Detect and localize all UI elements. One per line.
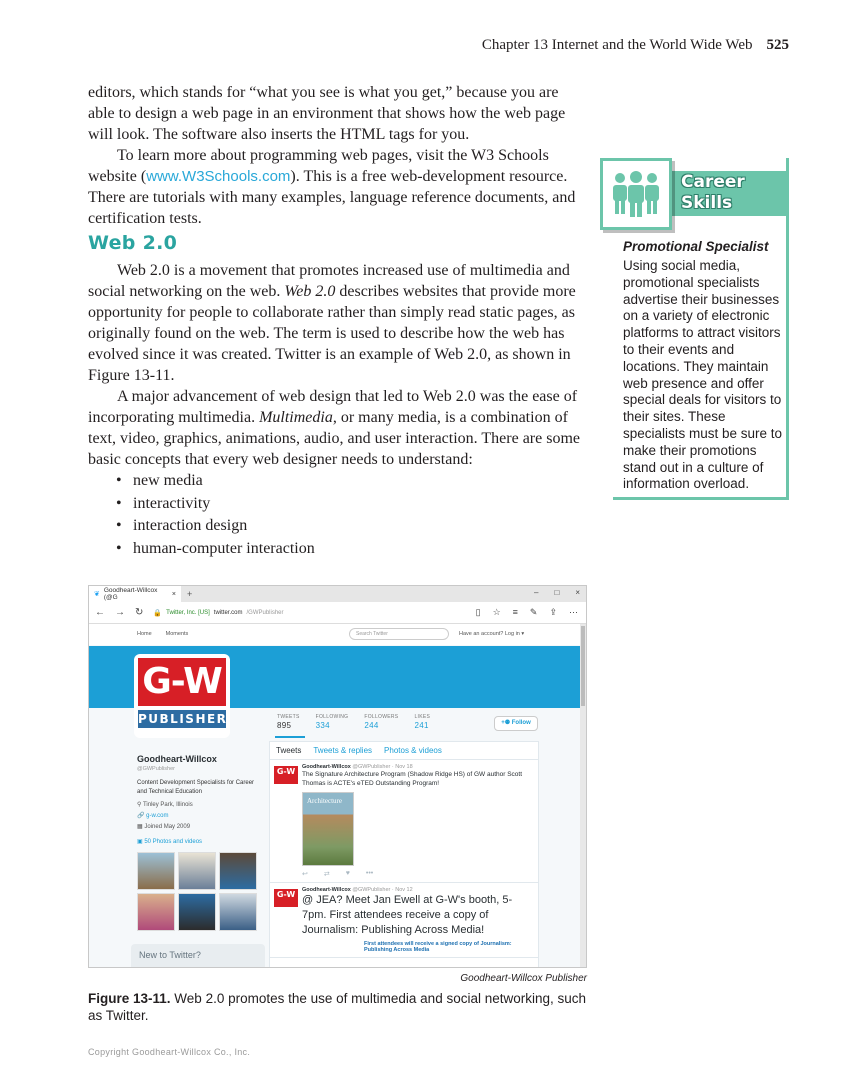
photo-grid: [137, 852, 259, 931]
follow-button[interactable]: +⚉ Follow: [494, 716, 538, 731]
figure-caption-text: Web 2.0 promotes the use of multimedia and social networking, such as Twitter.: [88, 991, 587, 1023]
photo-thumb[interactable]: [219, 852, 257, 890]
browser-tab[interactable]: [89, 586, 181, 602]
photo-thumb[interactable]: [137, 893, 175, 931]
browser-toolbar: [476, 607, 578, 618]
profile-card: [137, 754, 257, 847]
title-line-2: Skills: [681, 193, 733, 213]
stat-label: LIKES: [414, 714, 431, 720]
tweet-author[interactable]: Goodheart-Willcox: [302, 887, 351, 893]
profile-avatar[interactable]: [134, 654, 230, 738]
p2-after: ). This is a free web-development resource. There are tutorials with many examples, language reference documents, and certification tests.: [88, 168, 576, 227]
stat-label: FOLLOWING: [315, 714, 349, 720]
list-item: • new media: [116, 470, 588, 493]
tweet-promo-image-text: First attendees will receive a signed copy of Journalism: Publishing Across Media: [364, 941, 512, 953]
tweet-feed: [269, 741, 539, 968]
login-link[interactable]: Have an account? Log in ▾: [459, 631, 525, 637]
intro-text: [88, 82, 588, 229]
career-subtitle: Promotional Specialist: [623, 239, 769, 254]
like-icon[interactable]: ♥: [345, 870, 350, 877]
w3schools-link[interactable]: www.W3Schools.com: [146, 168, 291, 185]
list-item: • human-computer interaction: [116, 538, 588, 561]
stat-label: FOLLOWERS: [364, 714, 399, 720]
p3-b: describes websites that provide more opportunity for people to collaborate rather than simply read static pages, as originally found on the web. The term is used to describe how the web has evolved since it was created. Twitter is an example of Web 2.0, as shown in Figure 13-11.: [88, 283, 576, 384]
profile-joined: Joined May 2009: [144, 824, 191, 830]
refresh-icon[interactable]: ↻: [135, 607, 144, 618]
url-field[interactable]: [153, 609, 283, 617]
tab-title: Goodheart-Willcox (@G: [103, 587, 158, 601]
close-window-icon[interactable]: ×: [575, 588, 580, 597]
page-number: 525: [766, 37, 789, 53]
share-icon[interactable]: ⇪: [549, 607, 557, 617]
list-item: • interactivity: [116, 493, 588, 516]
twitter-topbar: [89, 624, 586, 645]
camera-icon: ▣: [137, 839, 145, 845]
twitter-nav: [137, 631, 188, 637]
book-title: Architecture: [307, 797, 342, 805]
stat-label: TWEETS: [277, 714, 300, 720]
stat-value: 241: [414, 721, 429, 730]
note-icon[interactable]: ✎: [529, 607, 538, 617]
title-line-1: Career: [681, 172, 745, 192]
nav-moments[interactable]: Moments: [165, 631, 189, 637]
more-icon[interactable]: ⋯: [569, 607, 578, 617]
people-group-icon: [600, 158, 672, 230]
twitter-bird-icon: ❦: [94, 591, 100, 598]
photo-thumb[interactable]: [137, 852, 175, 890]
running-header: [482, 37, 789, 54]
stat-followers[interactable]: [364, 714, 398, 730]
profile-bio: Content Development Specialists for Career and Technical Education: [137, 780, 255, 795]
paragraph-web20: [88, 260, 588, 386]
tweet-meta: @GWPublisher · Nov 12: [352, 887, 413, 893]
forward-icon[interactable]: →: [115, 607, 125, 618]
concept-list: [116, 470, 588, 560]
career-description: Using social media, promotional specialists advertise their businesses on a variety of electronic platforms to attract visitors to their events and locations. They maintain web presence and offer special deals for visitors to their sites. These specialists must be sure to make their promotions stand out in a culture of information overload.: [623, 258, 783, 492]
reading-view-icon[interactable]: ▯: [475, 607, 481, 617]
maximize-icon[interactable]: □: [554, 588, 560, 597]
career-skills-title: [681, 172, 745, 214]
profile-location: Tinley Park, Illinois: [142, 802, 193, 808]
gw-logo-mark: G-W: [138, 658, 226, 706]
profile-name: Goodheart-Willcox: [137, 754, 217, 764]
paragraph-wysiwyg: editors, which stands for “what you see is what you get,” because you are able to design a web page in an environment that shows how the web page will look. The software also inserts the HTML tags for you.: [88, 84, 566, 143]
tab-tweets-replies[interactable]: Tweets & replies: [313, 746, 373, 755]
p3-a: Web 2.0 is a movement that promotes increased use of multimedia and social networking on the web.: [88, 262, 570, 300]
stat-likes[interactable]: [414, 714, 430, 730]
profile-stats: [277, 714, 430, 730]
minimize-icon[interactable]: –: [534, 588, 539, 597]
tweet-avatar[interactable]: G-W: [274, 766, 298, 784]
nav-home[interactable]: Home: [137, 631, 152, 637]
photos-link[interactable]: [137, 838, 257, 847]
photo-thumb[interactable]: [178, 852, 216, 890]
tweet-actions: [302, 870, 534, 878]
hub-icon[interactable]: ≡: [512, 607, 518, 617]
paragraph-multimedia: [88, 386, 588, 470]
tab-close-icon[interactable]: ×: [171, 590, 176, 598]
tweet-text: The Signature Architecture Program (Shadow Ridge HS) of GW author Scott Thomas is ACTE's eTED Outstanding Program!: [302, 771, 523, 787]
site-identity: Twitter, Inc. [US]: [166, 609, 210, 616]
copyright-footer: Copyright Goodheart-Willcox Co., Inc.: [88, 1047, 251, 1057]
browser-tabbar: [89, 586, 586, 602]
list-item: • interaction design: [116, 515, 588, 538]
tweet-author[interactable]: Goodheart-Willcox: [302, 764, 351, 770]
back-icon[interactable]: ←: [95, 607, 105, 618]
stat-following[interactable]: [316, 714, 349, 730]
reply-icon[interactable]: ↩: [302, 871, 308, 878]
more-actions-icon[interactable]: •••: [365, 870, 374, 877]
window-controls: [534, 588, 580, 597]
figure-label: Figure 13-11.: [88, 991, 171, 1006]
photos-label: 50 Photos and videos: [144, 839, 203, 845]
profile-handle: @GWPublisher: [137, 766, 175, 772]
joined-row: [137, 823, 257, 832]
p4-b: , or many media, is a combination of text, video, graphics, animations, audio, and user interaction. There are some basic concepts that every web designer needs to understand:: [88, 409, 580, 468]
stat-value: 895: [277, 721, 292, 730]
retweet-icon[interactable]: ⇄: [323, 871, 330, 878]
active-stat-underline: [275, 736, 305, 738]
people-group-svg: [610, 170, 662, 218]
photo-thumb[interactable]: [219, 893, 257, 931]
link-icon: 🔗: [137, 813, 147, 819]
new-to-twitter-box: New to Twitter?: [131, 944, 265, 968]
favorite-star-icon[interactable]: ☆: [492, 607, 501, 617]
url-path: /GWPublisher: [246, 609, 284, 616]
figure-caption: [88, 990, 588, 1024]
tweet-meta: @GWPublisher · Nov 18: [352, 764, 413, 770]
term-multimedia: Multimedia: [259, 409, 333, 426]
tweet-text: @ JEA? Meet Jan Ewell at G-W's booth, 5-7pm. First attendees receive a copy of Journalism: Publishing Across Media!: [302, 894, 513, 936]
tab-photos-videos[interactable]: Photos & videos: [384, 746, 442, 755]
calendar-icon: ▦: [137, 824, 145, 830]
paragraph-w3schools: [88, 145, 588, 229]
scrollbar-thumb[interactable]: [581, 626, 585, 706]
tweet-avatar[interactable]: G-W: [274, 889, 298, 907]
p2-before: To learn more about programming web pages, visit the W3 Schools website (: [88, 147, 549, 185]
stat-value: 334: [315, 721, 330, 730]
address-bar: [89, 602, 586, 624]
p4-a: A major advancement of web design that led to Web 2.0 was the ease of incorporating multimedia.: [88, 388, 578, 426]
profile-meta: [137, 801, 257, 832]
tweet-image[interactable]: [302, 792, 354, 866]
chapter-title: Chapter 13 Internet and the World Wide Web: [481, 37, 753, 53]
stat-value: 244: [364, 721, 379, 730]
location-row: [137, 801, 257, 810]
new-tab-icon[interactable]: +: [187, 589, 193, 599]
url-row: [137, 812, 257, 821]
search-input[interactable]: Search Twitter: [349, 628, 449, 640]
lock-icon: 🔒: [153, 609, 163, 617]
twitter-screenshot: [88, 585, 587, 968]
section-heading: Web 2.0: [88, 232, 178, 254]
stat-tweets[interactable]: [277, 714, 300, 730]
location-icon: ⚲: [137, 802, 143, 808]
profile-url[interactable]: g-w.com: [146, 813, 169, 819]
career-skills-sidebar: [613, 158, 789, 500]
tab-tweets[interactable]: Tweets: [276, 746, 302, 755]
gw-logo-publisher: PUBLISHER: [138, 712, 228, 726]
image-credit: Goodheart-Willcox Publisher: [460, 973, 587, 984]
web20-text: [88, 260, 588, 560]
term-web20: Web 2.0: [284, 283, 336, 300]
photo-thumb[interactable]: [178, 893, 216, 931]
tweet-item[interactable]: [270, 760, 538, 883]
feed-tabs: [270, 742, 538, 760]
url-domain: twitter.com: [213, 609, 243, 616]
tweet-item[interactable]: [270, 883, 538, 958]
